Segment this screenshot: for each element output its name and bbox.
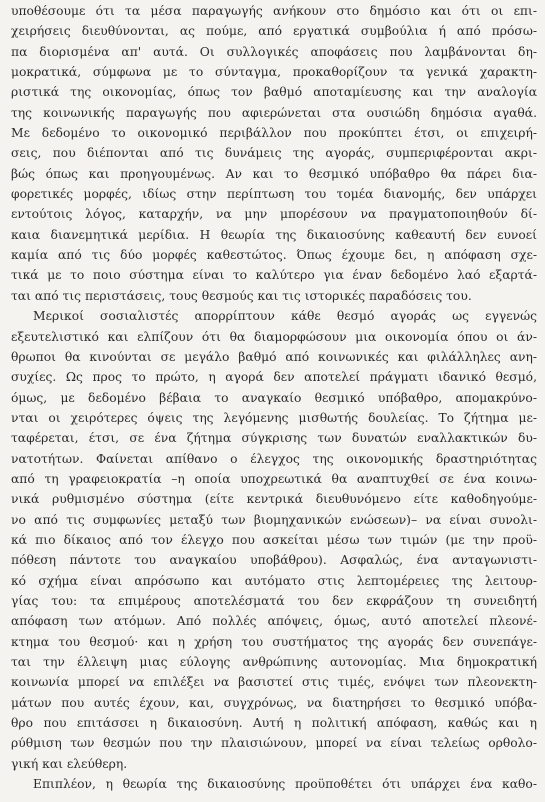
text-line: συχίες. Ως προς το πρώτο, η αγορά δεν αποτελεί πράγματι ιδανικό θεσμό, [11, 370, 537, 385]
text-line: θρωποι θα κινούνται σε μεγάλο βαθμό από κοινωνικές και φιλάλληλες ανη- [11, 349, 537, 364]
text-line: ται από τις περιστάσεις, τους θεσμούς και τις ιστορικές παραδόσεις του. [11, 288, 472, 303]
text-line: βώς όπως και προηγουμένως. Αν και το θεσμικό υπόβαθρο θα πάρει δια- [11, 166, 537, 181]
text-line: πόθεση πάντοτε του αναγκαίου υποβάθρου). Ασφαλώς, ένα ανταγωνιστι- [11, 553, 537, 568]
text-line: πα διορισμένα απ' αυτά. Οι συλλογικές αποφάσεις που λαμβάνονται δη- [11, 44, 537, 59]
paragraph-2 [11, 306, 537, 774]
text-line: νται οι χειρότερες όψεις της λεγόμενης μισθωτής δουλείας. Το ζήτημα με- [11, 410, 537, 425]
text-line: θρο που επιτάσσει η δικαιοσύνη. Αυτή η πολιτική απόφαση, καθώς και η [11, 716, 537, 731]
text-line: Μερικοί σοσιαλιστές απορρίπτουν κάθε θεσμό αγοράς ως εγγενώς [33, 309, 537, 324]
text-line: Με δεδομένο το οικονομικό περιβάλλον που προκύπτει έτσι, οι επιχειρή- [11, 126, 537, 141]
text-line: υποθέσουμε ότι τα μέσα παραγωγής ανήκουν στο δημόσιο και ότι οι επι- [11, 4, 537, 18]
text-line: απόφαση των ατόμων. Από πολλές απόψεις, όμως, αυτό αποτελεί πλεονέ- [11, 614, 537, 629]
text-line: γίας του: τα επιμέρους αποτελέσματά του δεν εκφράζουν τη συνειδητή [11, 593, 537, 608]
text-line: νικά ρυθμισμένο σύστημα (είτε κεντρικά διευθυνόμενο είτε καθοδηγούμε- [11, 492, 537, 507]
text-line: νατοτήτων. Φαίνεται απίθανο ο έλεγχος της οικονομικής δραστηριότητας [11, 451, 537, 466]
text-line: ταφέρεται, έτσι, σε ένα ζήτημα σύγκρισης των δυνατών εναλλακτικών δυ- [11, 431, 537, 446]
text-line: μοκρατικά, σύμφωνα με το σύνταγμα, προκαθορίζουν τα γενικά χαρακτη- [11, 65, 537, 80]
paragraph-1 [11, 1, 537, 306]
text-line: Επιπλέον, η θεωρία της δικαιοσύνης προϋποθέτει ότι υπάρχει ένα καθο- [33, 777, 537, 792]
paragraph-3 [11, 774, 537, 794]
text-line: κτημα του θεσμού· και η χρήση του συστήματος της αγοράς δεν συνεπάγε- [11, 634, 537, 649]
text-line: ρύθμιση των θεσμών που την πλαισιώνουν, μπορεί να είναι τελείως ορθολο- [11, 736, 537, 751]
text-line: γική και ελεύθερη. [11, 756, 128, 771]
text-line: κοινωνία μπορεί να επιλέξει να βασιστεί στις τιμές, ενόψει των πλεονεκτη- [11, 675, 537, 690]
text-line: χειρήσεις διευθύνονται, ας πούμε, από εργατικά συμβούλια ή από πρόσω- [11, 24, 537, 39]
text-line: μάτων που αυτές έχουν, και, συγχρόνως, να διατηρήσει το θεσμικό υπόβα- [11, 695, 537, 710]
text-line: εντούτοις λόγος, καταρχήν, να μην μπορέσουν να πραγματοποιηθούν δί- [11, 207, 537, 222]
text-line: ριστικά της οικονομίας, όπως τον βαθμό αποταμίευσης και την αναλογία [11, 85, 537, 100]
text-line: της κοινωνικής παραγωγής που αφιερώνεται στα ουσιώδη δημόσια αγαθά. [11, 105, 537, 120]
text-line: κά πιο δίκαιος από τον έλεγχο που ασκείται μέσω των τιμών (με την προϋ- [11, 532, 537, 547]
text-line: τικά με το ποιο σύστημα είναι το καλύτερο για έναν δεδομένο λαό εξαρτά- [11, 268, 537, 283]
text-line: εξευτελιστικό και ελπίζουν ότι θα διαμορφώσουν μια οικονομία όπου οι άν- [11, 329, 537, 344]
text-line: φορετικές μορφές, ιδίως στην περίπτωση του τομέα διανομής, δεν υπάρχει [11, 187, 537, 202]
text-line: καμία από τις δύο μορφές καθεστώτος. Όπως έχουμε δει, η απόφαση σχε- [11, 248, 537, 263]
text-line: ται την έλλειψη μιας εύλογης ανθρώπινης αυτονομίας. Μια δημοκρατική [11, 655, 537, 669]
text-line: σεις, που διέπονται από τις δυνάμεις της αγοράς, συμπεριφέρονται ακρι- [11, 146, 537, 161]
text-line: κό σχήμα είναι απρόσωπο και αυτόματο στις λεπτομέρειες της λειτουρ- [11, 573, 537, 588]
text-line: από τη γραφειοκρατία –η οποία υποχρεωτικά θα αναπτυχθεί σε ένα κοινω- [11, 471, 537, 486]
text-line: όμως, με δεδομένο βέβαια το αναγκαίο θεσμικό υπόβαθρο, απομακρύνο- [11, 390, 537, 405]
text-line: καια διανεμητικά μερίδια. Η θεωρία της δικαιοσύνης καθεαυτή δεν ευνοεί [11, 227, 537, 242]
text-line: νο από τις συμφωνίες μεταξύ των βιομηχανικών ενώσεων)– να είναι συνολι- [11, 512, 537, 527]
